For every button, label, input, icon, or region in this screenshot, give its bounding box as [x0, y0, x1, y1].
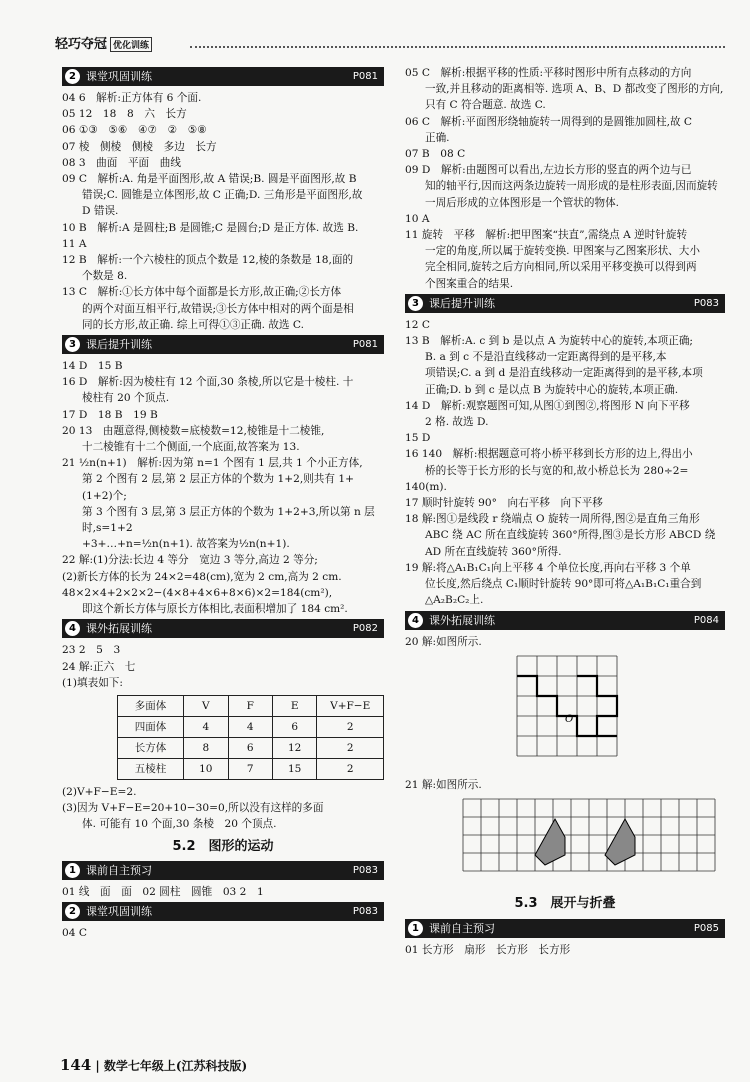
answer-line: 桥的长等于长方形的长与宽的和,故小桥总长为 280÷2=: [425, 464, 689, 477]
table-cell: 6: [228, 737, 272, 758]
table-cell: 2: [317, 737, 384, 758]
answer-line: 05 12 18 8 六 长方: [62, 108, 187, 121]
section-bar: 4 课外拓展训练 P082: [62, 619, 384, 638]
right-column: [405, 65, 725, 958]
answer-block: [405, 65, 725, 292]
answer-line: 22 解:(1)分法:长边 4 等分 宽边 3 等分,高边 2 等分;: [62, 554, 318, 567]
answer-line: AD 所在直线旋转 360°所得.: [425, 545, 562, 558]
answer-line: 第 3 个图有 3 层,第 3 层正方体的个数为 1+2+3,所以第 n 层时,s=1+2: [82, 505, 375, 535]
answer-line: 17 顺时针旋转 90° 向右平移 向下平移: [405, 497, 603, 510]
page-number: 144: [60, 1056, 92, 1074]
answer-line: 24 解:正六 七: [62, 660, 136, 673]
section-bar: 1 课前自主预习 P083: [62, 861, 384, 880]
answer-line: 14 D 15 B: [62, 360, 123, 373]
answer-line: 项错误;C. a 到 d 是沿直线移动一定距离得到的是平移,本项: [425, 367, 703, 380]
answer-line: 04 6 解析:正方体有 6 个面.: [62, 92, 202, 104]
table-cell: 五棱柱: [118, 758, 184, 779]
answer-line: 10 B 解析:A 是圆柱;B 是圆锥;C 是圆台;D 是正方体. 故选 B.: [62, 221, 359, 234]
answer-line: (1)填表如下:: [62, 676, 123, 689]
answer-line: 2 格. 故选 D.: [425, 416, 489, 429]
answer-line: 棱柱有 20 个顶点.: [82, 392, 170, 405]
answer-line: 同的长方形,故正确. 综上可得①③正确. 故选 C.: [82, 318, 304, 331]
grid-point-label: O: [565, 713, 574, 725]
answer-line: 23 2 5 3: [62, 644, 121, 657]
table-cell: 2: [317, 758, 384, 779]
polyhedron-table: [117, 695, 384, 780]
answer-line: 16 140 解析:根据题意可将小桥平移到长方形的边上,得出小: [405, 448, 693, 461]
answer-line: 个图案重合的结果.: [425, 277, 514, 290]
answer-line: 10 A: [405, 212, 430, 225]
answer-line: 17 D 18 B 19 B: [62, 408, 158, 421]
answer-line: 01 长方形 扇形 长方形 长方形: [405, 943, 571, 956]
answer-line: 16 D 解析:因为棱柱有 12 个面,30 条棱,所以它是十棱柱. 十: [62, 376, 354, 389]
answer-block: [405, 317, 725, 609]
table-cell: 8: [184, 737, 228, 758]
table-header-cell: 多面体: [118, 695, 184, 716]
book-title: 数学七年级上(江苏科技版): [103, 1059, 248, 1073]
answer-line: 正确.: [425, 131, 450, 144]
section-bar: 2 课堂巩固训练 P083: [62, 902, 384, 921]
page-header: [0, 0, 750, 62]
answer-line: 21 ½n(n+1) 解析:因为第 n=1 个图有 1 层,共 1 个小正方体,: [62, 457, 363, 470]
table-cell: 2: [317, 716, 384, 737]
answer-block: [62, 358, 384, 617]
answer-line: 14 D 解析:观察题图可知,从图①到图②,将图形 N 向下平移: [405, 399, 690, 412]
answer-line: (2)新长方体的长为 24×2=48(cm),宽为 2 cm,高为 2 cm.: [62, 570, 342, 583]
answer-line: 15 D: [405, 432, 431, 445]
answer-line: D 错误.: [82, 205, 119, 218]
answer-line: 完全相同,旋转之后方向相同,所以采用平移变换可以得到两: [425, 261, 697, 274]
answer-line: 20 13 由题意得,侧棱数=底棱数=12,棱锥是十二棱锥,: [62, 424, 325, 437]
answer-line: 21 解:如图所示.: [405, 778, 482, 791]
answer-line: 一周后形成的立体图形是一个管状的物体.: [425, 196, 620, 209]
table-cell: 12: [272, 737, 316, 758]
answer-line: 知的轴平行,因而这两条边旋转一周形成的是柱形表面,因而旋转: [425, 180, 718, 193]
answer-line: B. a 到 c 不是沿直线移动一定距离得到的是平移,本: [425, 351, 667, 364]
answer-line: 12 C: [405, 318, 430, 331]
answer-line: 48×2×4+2×2×2−(4×8+4×6+8×6)×2=184(cm²),: [62, 586, 333, 599]
answer-line: 一定的角度,所以属于旋转变换. 甲图案与乙图案形状、大小: [425, 245, 700, 258]
table-cell: 四面体: [118, 716, 184, 737]
answer-line: 09 D 解析:由题图可以看出,左边长方形的竖直的两个边与已: [405, 164, 692, 177]
answer-line: 12 B 解析:一个六棱柱的顶点个数是 12,棱的条数是 18,面的: [62, 254, 354, 267]
answer-block: [405, 942, 725, 958]
answer-line: 只有 C 符合题意. 故选 C.: [425, 99, 546, 112]
answer-line: 错误;C. 圆锥是立体图形,故 C 正确;D. 三角形是平面图形,故: [82, 189, 363, 202]
answer-line: 11 旋转 平移 解析:把甲图案“扶直”,需绕点 A 逆时针旋转: [405, 229, 688, 242]
table-cell: 7: [228, 758, 272, 779]
answer-block: [62, 925, 384, 941]
section-bar: 1 课前自主预习 P085: [405, 919, 725, 938]
answer-line: 一致,并且移动的距离相等. 选项 A、B、D 都改变了图形的方向,: [425, 83, 724, 96]
answer-line: 的两个对面互相平行,故错误;③长方体中相对的两个面是相: [82, 302, 354, 315]
answer-line: 09 C 解析:A. 角是平面图形,故 A 错误;B. 圆是平面图形,故 B: [62, 173, 357, 186]
answer-line: 06 ①③ ⑤⑥ ④⑦ ② ⑤⑧: [62, 124, 207, 137]
table-header-cell: F: [228, 695, 272, 716]
answer-line: 即这个新长方体与原长方体相比,表面积增加了 184 cm².: [82, 603, 348, 616]
answer-line: △A₂B₂C₂上.: [425, 594, 484, 607]
answer-block: [62, 884, 384, 900]
chapter-subtitle: 5.2 图形的运动: [172, 838, 274, 854]
grid-figure-21: [405, 797, 725, 879]
table-header-cell: V+F−E: [317, 695, 384, 716]
table-cell: 15: [272, 758, 316, 779]
table-cell: 10: [184, 758, 228, 779]
section-bar: 2 课堂巩固训练 P081: [62, 67, 384, 86]
answer-line: +3+…+n=½n(n+1). 故答案为½n(n+1).: [82, 538, 290, 551]
answer-line: 01 线 面 面 02 圆柱 圆锥 03 2 1: [62, 885, 264, 898]
brand-logo: 轻巧夺冠 优化训练: [55, 33, 152, 52]
answer-line: 13 C 解析:①长方体中每个面都是长方形,故正确;②长方体: [62, 286, 342, 299]
answer-line: 体. 可能有 10 个面,30 条棱 20 个顶点.: [82, 818, 277, 831]
table-cell: 4: [184, 716, 228, 737]
answer-line: 20 解:如图所示.: [405, 635, 482, 648]
answer-line: (2)V+F−E=2.: [62, 785, 137, 798]
left-column: [62, 65, 384, 941]
answer-line: 19 解:将△A₁B₁C₁向上平移 4 个单位长度,再向右平移 3 个单: [405, 561, 691, 574]
section-bar: 4 课外拓展训练 P084: [405, 611, 725, 630]
answer-line: 十二棱锥有十二个侧面,一个底面,故答案为 13.: [82, 441, 300, 454]
answer-line: 正确;D. b 到 c 是以点 B 为旋转中心的旋转,本项正确.: [425, 383, 679, 396]
answer-line: ABC 绕 AC 所在直线旋转 360°所得,图③是长方形 ABCD 绕: [425, 529, 716, 542]
grid-figure-20: [405, 654, 725, 766]
answer-block: [62, 642, 384, 691]
answer-line: 06 C 解析:平面图形绕轴旋转一周得到的是圆锥加圆柱,故 C: [405, 115, 693, 128]
answer-line: 05 C 解析:根据平移的性质:平移时图形中所有点移动的方向: [405, 67, 692, 79]
table-header-cell: V: [184, 695, 228, 716]
answer-line: 07 棱 侧棱 侧棱 多边 长方: [62, 140, 217, 153]
table-header-cell: E: [272, 695, 316, 716]
chapter-subtitle: 5.3 展开与折叠: [514, 896, 616, 912]
answer-block: [62, 90, 384, 333]
answer-line: 11 A: [62, 237, 87, 250]
section-bar: 3 课后提升训练 P083: [405, 294, 725, 313]
section-bar: 3 课后提升训练 P081: [62, 335, 384, 354]
table-cell: 4: [228, 716, 272, 737]
answer-line: (3)因为 V+F−E=20+10−30=0,所以没有这样的多面: [62, 802, 324, 815]
answer-block: [62, 784, 384, 833]
answer-line: 位长度,然后绕点 C₁顺时针旋转 90°即可将△A₁B₁C₁重合到: [425, 578, 702, 591]
page-footer: 144 | 数学七年级上(江苏科技版): [60, 1056, 248, 1074]
table-cell: 6: [272, 716, 316, 737]
header-rule: [190, 46, 725, 48]
answer-line: 第 2 个图有 2 层,第 2 层正方体的个数为 1+2,则共有 1+(1+2)个;: [82, 473, 354, 502]
answer-line: 13 B 解析:A. c 到 b 是以点 A 为旋转中心的旋转,本项正确;: [405, 335, 694, 348]
answer-line: 140(m).: [405, 480, 447, 493]
answer-line: 07 B 08 C: [405, 148, 466, 161]
answer-line: 08 3 曲面 平面 曲线: [62, 156, 181, 169]
answer-line: 个数是 8.: [82, 270, 128, 283]
table-cell: 长方体: [118, 737, 184, 758]
answer-line: 18 解:图①是线段 r 绕端点 O 旋转一周所得,图②是直角三角形: [405, 513, 700, 526]
answer-line: 04 C: [62, 926, 87, 939]
